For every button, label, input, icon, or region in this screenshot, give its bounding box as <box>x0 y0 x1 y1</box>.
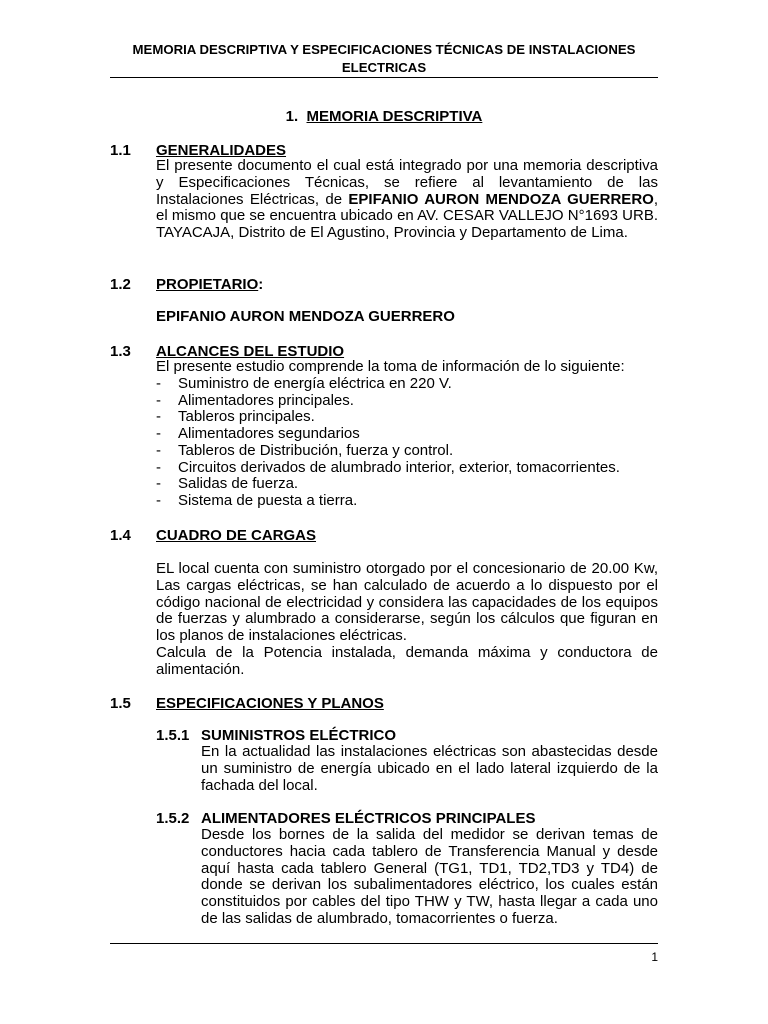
footer-rule <box>110 943 658 944</box>
cuadro-cargas-p2: Calcula de la Potencia instalada, demanda máxima y conductora de alimentación. <box>156 643 658 678</box>
alcances-list-item <box>156 376 620 393</box>
alcances-list-item <box>156 460 620 477</box>
header-line-2: ELECTRICAS <box>341 60 427 75</box>
section-title-propietario-wrap <box>156 276 263 293</box>
section-number-1-4: 1.4 <box>110 527 131 544</box>
main-heading-title: MEMORIA DESCRIPTIVA <box>306 108 483 125</box>
owner-name: EPIFANIO AURON MENDOZA GUERRERO <box>156 308 455 325</box>
main-heading <box>0 108 768 125</box>
list-item-text: Tableros principales. <box>178 408 315 426</box>
subsection-title-alimentadores: ALIMENTADORES ELÉCTRICOS PRINCIPALES <box>201 810 536 827</box>
page-number: 1 <box>651 950 658 964</box>
document-header <box>110 41 658 77</box>
section-title-especificaciones: ESPECIFICACIONES Y PLANOS <box>156 695 384 712</box>
header-rule <box>110 77 658 78</box>
generalidades-text-a: El presente documento el cual está integrado por una memoria descriptiva y Especificaciones Técnicas, se refiere al levantamiento de las Instalaciones Eléctricas, de <box>156 157 658 208</box>
alcances-list-item <box>156 426 620 443</box>
alcances-list-item <box>156 493 620 510</box>
list-item-text: Sistema de puesta a tierra. <box>178 491 358 509</box>
list-dash: - <box>156 391 161 409</box>
section-number-1-2: 1.2 <box>110 276 131 293</box>
list-dash: - <box>156 458 161 476</box>
cuadro-cargas-paragraph <box>156 561 658 679</box>
list-dash: - <box>156 425 161 443</box>
list-dash: - <box>156 475 161 493</box>
generalidades-paragraph <box>156 158 658 242</box>
alimentadores-text: Desde los bornes de la salida del medidor se derivan temas de conductores hacia cada tablero de Transferencia Manual y desde aquí hasta cada tablero General (TG1, TD1, TD2,TD3 y TD4) de donde se derivan los subalimentadores eléctrico, los cuales están constituidos por cables del tipo THW y TW, hasta llegar a cada uno de las salidas de alumbrado, tomacorrientes o fuerza. <box>201 826 658 927</box>
cuadro-cargas-p1: EL local cuenta con suministro otorgado por el concesionario de 20.00 Kw, Las cargas eléctricas, se han calculado de acuerdo a lo dispuesto por el código nacional de electricidad y considera las capacidades de los equipos de fuerzas y alumbrado a considerarse, según los cálculos que figuran en los planos de instalaciones eléctricas. <box>156 560 658 645</box>
suministros-text: En la actualidad las instalaciones eléctricas son abastecidas desde un suministro de energía ubicado en el lado lateral izquierdo de la fachada del local. <box>201 743 658 794</box>
subsection-title-suministros: SUMINISTROS ELÉCTRICO <box>201 727 397 744</box>
section-title-alcances: ALCANCES DEL ESTUDIO <box>156 343 345 360</box>
section-number-1-1: 1.1 <box>110 142 131 159</box>
propietario-colon: : <box>258 276 264 293</box>
list-dash: - <box>156 375 161 392</box>
alcances-list-item <box>156 393 620 410</box>
list-item-text: Alimentadores principales. <box>178 391 354 409</box>
alcances-list-item <box>156 476 620 493</box>
alcances-list-item <box>156 443 620 460</box>
generalidades-text-b: , el mismo que se encuentra ubicado en AV. CESAR VALLEJO N°1693 URB. TAYACAJA, Distrito de El Agustino, Provincia y Departamento de Lima. <box>156 190 658 242</box>
list-item-text: Circuitos derivados de alumbrado interior, exterior, tomacorrientes. <box>178 458 620 476</box>
alcances-list-item <box>156 409 620 426</box>
alcances-list <box>156 376 620 510</box>
section-title-generalidades: GENERALIDADES <box>156 142 287 159</box>
list-item-text: Tableros de Distribución, fuerza y control. <box>178 441 454 459</box>
subsection-number-1-5-1: 1.5.1 <box>156 727 190 744</box>
section-number-1-5: 1.5 <box>110 695 131 712</box>
subsection-number-1-5-2: 1.5.2 <box>156 810 190 827</box>
list-dash: - <box>156 441 161 459</box>
section-title-propietario: PROPIETARIO <box>156 276 259 293</box>
main-heading-number: 1. <box>285 108 299 125</box>
suministros-paragraph <box>201 744 658 794</box>
list-dash: - <box>156 408 161 426</box>
alimentadores-paragraph <box>201 827 658 928</box>
list-item-text: Salidas de fuerza. <box>178 475 299 493</box>
alcances-intro: El presente estudio comprende la toma de información de lo siguiente: <box>156 358 625 375</box>
section-number-1-3: 1.3 <box>110 343 131 360</box>
list-item-text: Suministro de energía eléctrica en 220 V. <box>178 375 452 392</box>
generalidades-owner: EPIFANIO AURON MENDOZA GUERRERO <box>348 190 654 208</box>
list-item-text: Alimentadores segundarios <box>178 425 360 443</box>
section-title-cuadro-cargas: CUADRO DE CARGAS <box>156 527 317 544</box>
header-line-1: MEMORIA DESCRIPTIVA Y ESPECIFICACIONES TÉCNICAS DE INSTALACIONES <box>132 42 636 57</box>
list-dash: - <box>156 491 161 509</box>
